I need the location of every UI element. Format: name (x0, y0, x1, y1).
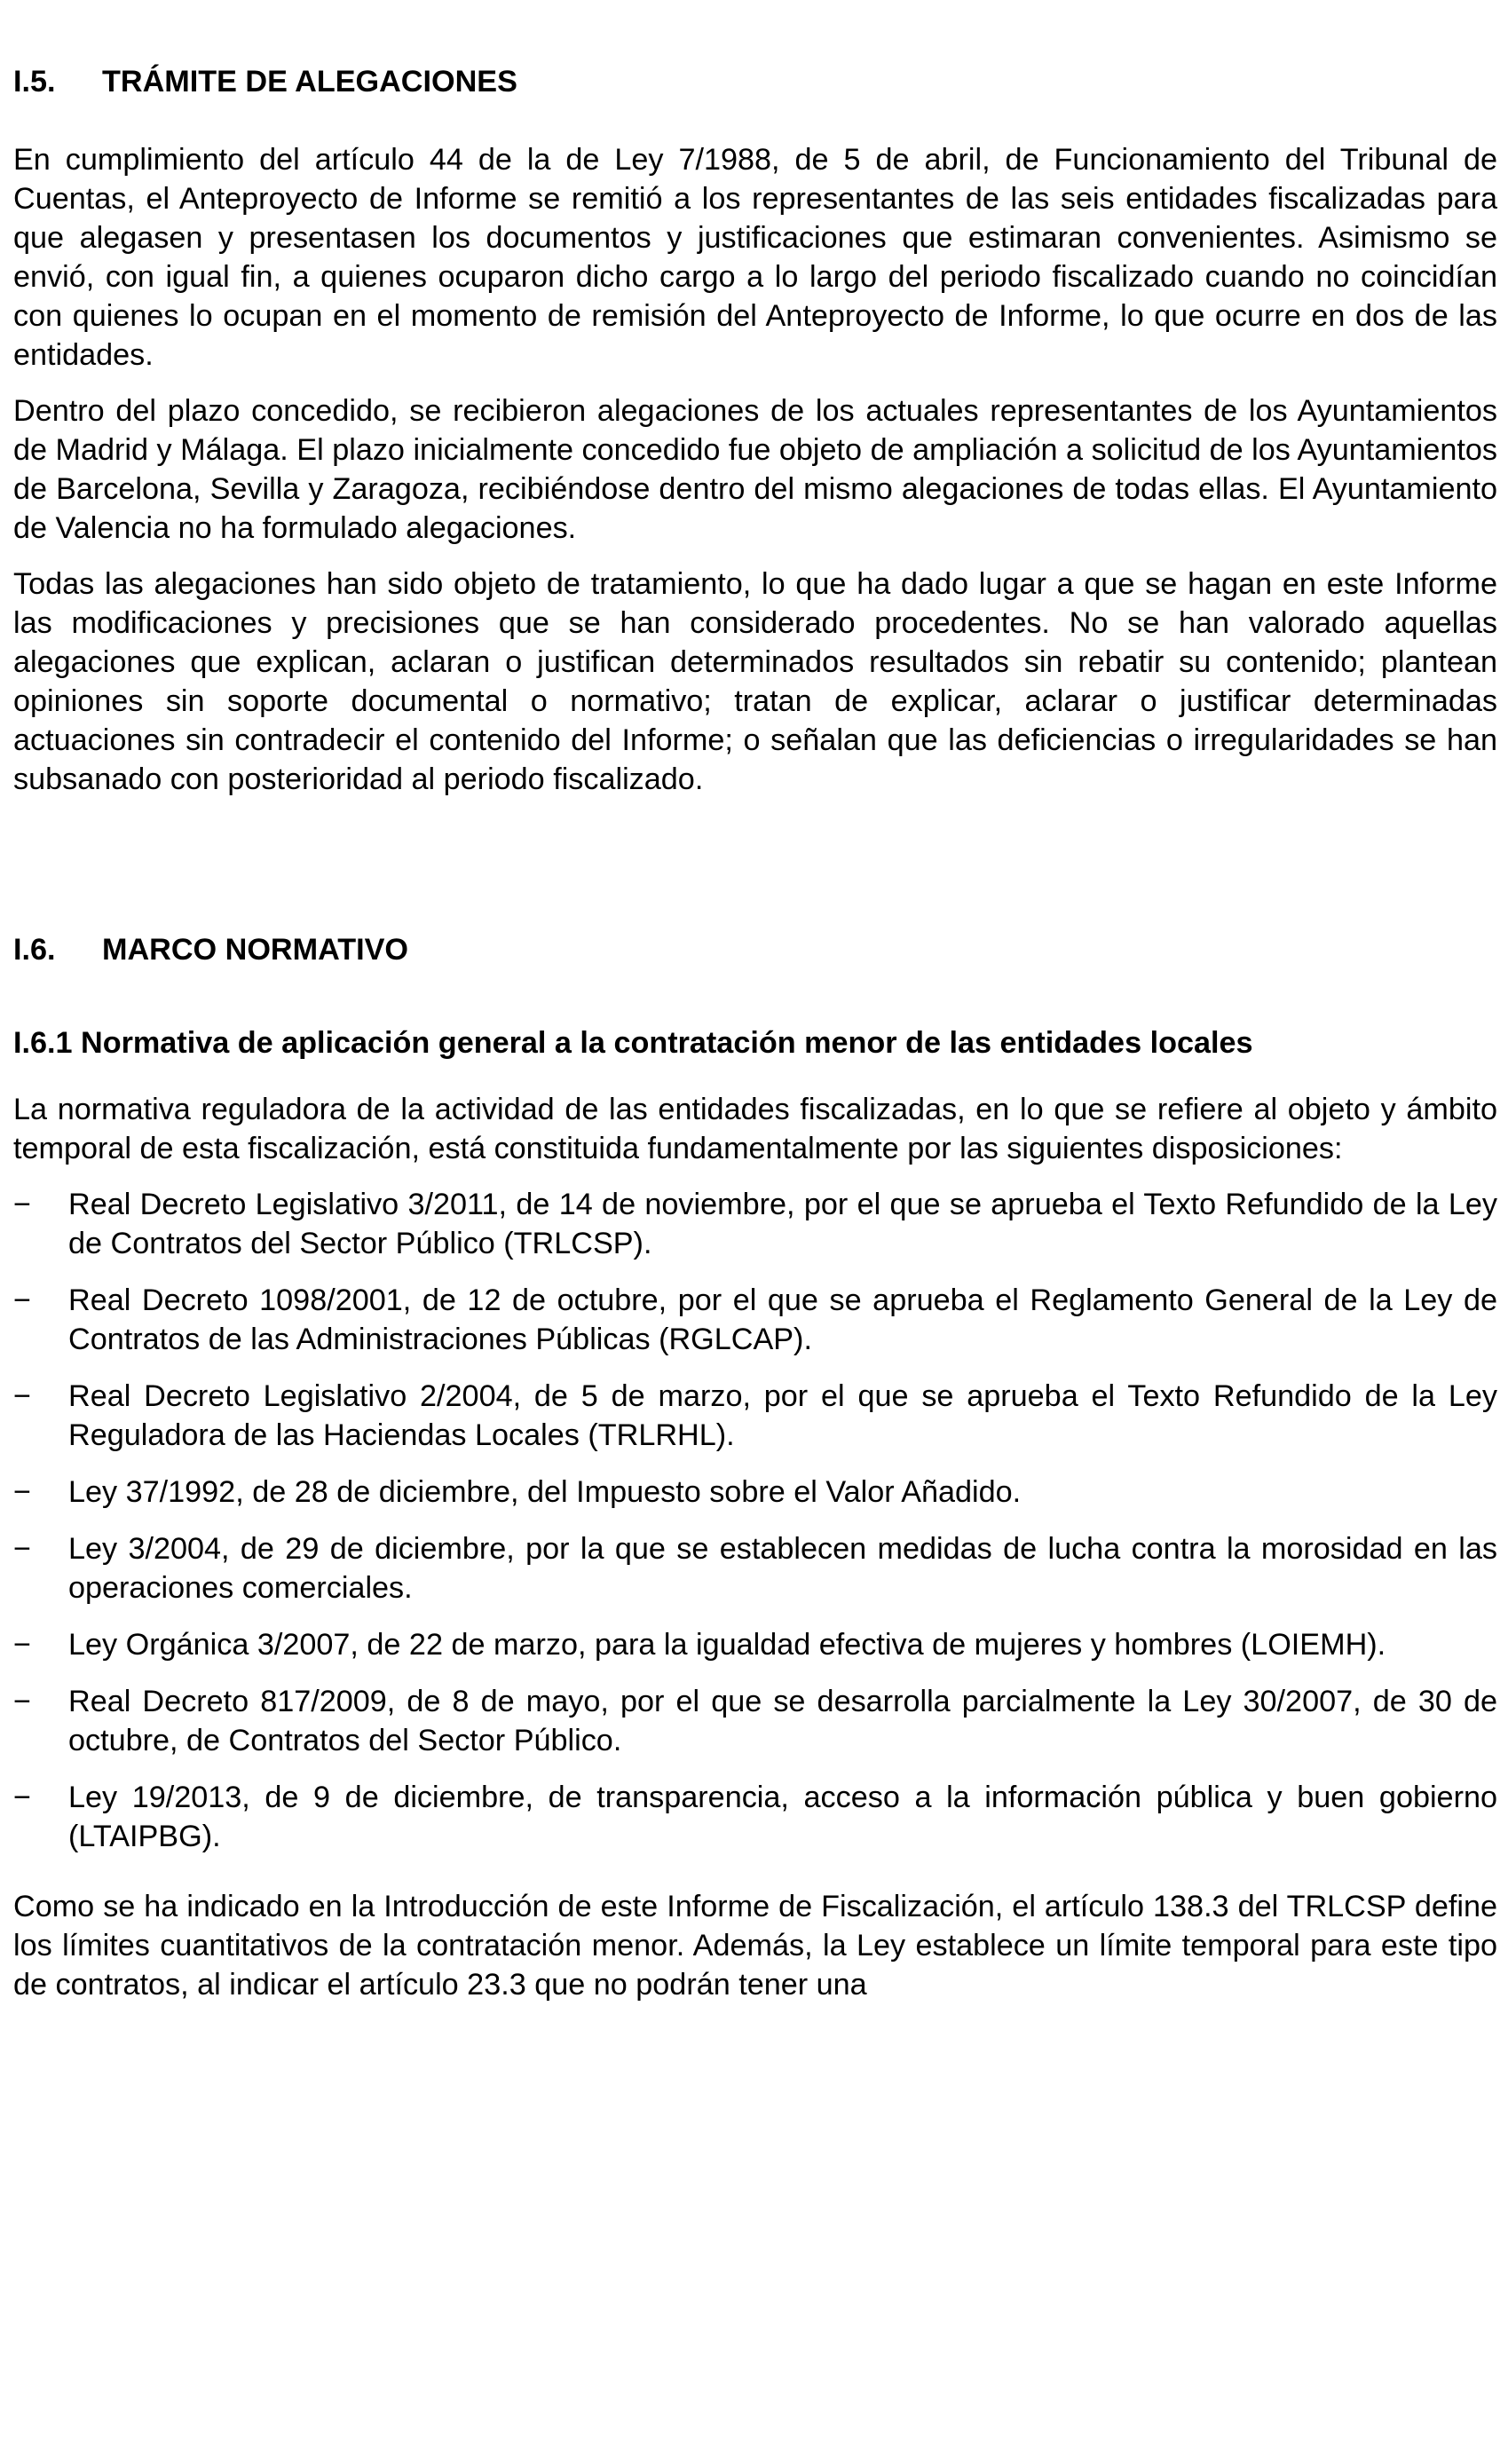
list-item (13, 1529, 1497, 1607)
document-page (13, 62, 1497, 2004)
intro-paragraph: La normativa reguladora de la actividad de las entidades fiscalizadas, en lo que se refiere al objeto y ámbito temporal de esta fiscalización, está constituida fundamentalmente por las siguientes disposiciones: (13, 1093, 1497, 1165)
list-item (13, 1778, 1497, 1856)
list-item-text: Ley 3/2004, de 29 de diciembre, por la que se establecen medidas de lucha contra la morosidad en las operaciones comerciales. (68, 1532, 1497, 1605)
paragraph: Todas las alegaciones han sido objeto de tratamiento, lo que ha dado lugar a que se hagan en este Informe las modificaciones y precisiones que se han considerado procedentes. No se han valorado aquellas alegaciones que explican, aclaran o justifican determinados resultados sin rebatir su contenido; plantean opiniones sin soporte documental o normativo; tratan de explicar, aclarar o justificar determinadas actuaciones sin contradecir el contenido del Informe; o señalan que las deficiencias o irregularidades se han subsanado con posterioridad al periodo fiscalizado. (13, 567, 1497, 796)
section-title: MARCO NORMATIVO (102, 933, 409, 967)
dash-bullet: − (13, 1532, 31, 1566)
list-item-text: Ley 19/2013, de 9 de diciembre, de transparencia, acceso a la información pública y buen gobierno (LTAIPBG). (68, 1781, 1497, 1853)
closing-paragraph: Como se ha indicado en la Introducción de este Informe de Fiscalización, el artículo 138.3 del TRLCSP define los límites cuantitativos de la contratación menor. Además, la Ley establece un límite temporal para este tipo de contratos, al indicar el artículo 23.3 que no podrán tener una (13, 1890, 1497, 2002)
list-item (13, 1185, 1497, 1263)
dash-bullet: − (13, 1379, 31, 1413)
section-number: I.5. (13, 65, 56, 99)
list-item (13, 1625, 1497, 1664)
list-item-text: Real Decreto 817/2009, de 8 de mayo, por el que se desarrolla parcialmente la Ley 30/2007, de 30 de octubre, de Contratos del Sector Público. (68, 1685, 1497, 1757)
list-item (13, 1682, 1497, 1760)
list-item-text: Ley 37/1992, de 28 de diciembre, del Impuesto sobre el Valor Añadido. (68, 1475, 1022, 1509)
paragraph: Dentro del plazo concedido, se recibieron alegaciones de los actuales representantes de los Ayuntamientos de Madrid y Málaga. El plazo inicialmente concedido fue objeto de ampliación a solicitud de los Ayuntamientos de Barcelona, Sevilla y Zaragoza, recibiéndose dentro del mismo alegaciones de todas ellas. El Ayuntamiento de Valencia no ha formulado alegaciones. (13, 394, 1497, 545)
list-item (13, 1377, 1497, 1455)
section-number: I.6. (13, 933, 56, 967)
dash-bullet: − (13, 1283, 31, 1317)
subsection-title: I.6.1 Normativa de aplicación general a la contratación menor de las entidades locales (13, 1026, 1253, 1060)
dash-bullet: − (13, 1475, 31, 1509)
paragraph: En cumplimiento del artículo 44 de la de Ley 7/1988, de 5 de abril, de Funcionamiento del Tribunal de Cuentas, el Anteproyecto de Informe se remitió a los representantes de las seis entidades fiscalizadas para que alegasen y presentasen los documentos y justificaciones que estimaran convenientes. Asimismo se envió, con igual fin, a quienes ocuparon dicho cargo a lo largo del periodo fiscalizado cuando no coincidían con quienes lo ocupan en el momento de remisión del Anteproyecto de Informe, lo que ocurre en dos de las entidades. (13, 143, 1497, 372)
section-heading-6 (13, 930, 1497, 969)
section-title: TRÁMITE DE ALEGACIONES (102, 65, 517, 99)
list-item-text: Real Decreto 1098/2001, de 12 de octubre, por el que se aprueba el Reglamento General de la Ley de Contratos de las Administraciones Públicas (RGLCAP). (68, 1283, 1497, 1356)
dash-bullet: − (13, 1685, 31, 1718)
dash-bullet: − (13, 1781, 31, 1814)
list-item-text: Ley Orgánica 3/2007, de 22 de marzo, para la igualdad efectiva de mujeres y hombres (LOIEMH). (68, 1628, 1386, 1662)
section-heading-5 (13, 62, 1497, 101)
list-item-text: Real Decreto Legislativo 3/2011, de 14 de noviembre, por el que se aprueba el Texto Refundido de la Ley de Contratos del Sector Público (TRLCSP). (68, 1188, 1497, 1260)
list-item (13, 1281, 1497, 1359)
list-item-text: Real Decreto Legislativo 2/2004, de 5 de marzo, por el que se aprueba el Texto Refundido de la Ley Reguladora de las Haciendas Locales (TRLRHL). (68, 1379, 1497, 1452)
list-item (13, 1473, 1497, 1512)
dash-bullet: − (13, 1628, 31, 1662)
regulation-list (13, 1185, 1497, 1856)
dash-bullet: − (13, 1188, 31, 1221)
